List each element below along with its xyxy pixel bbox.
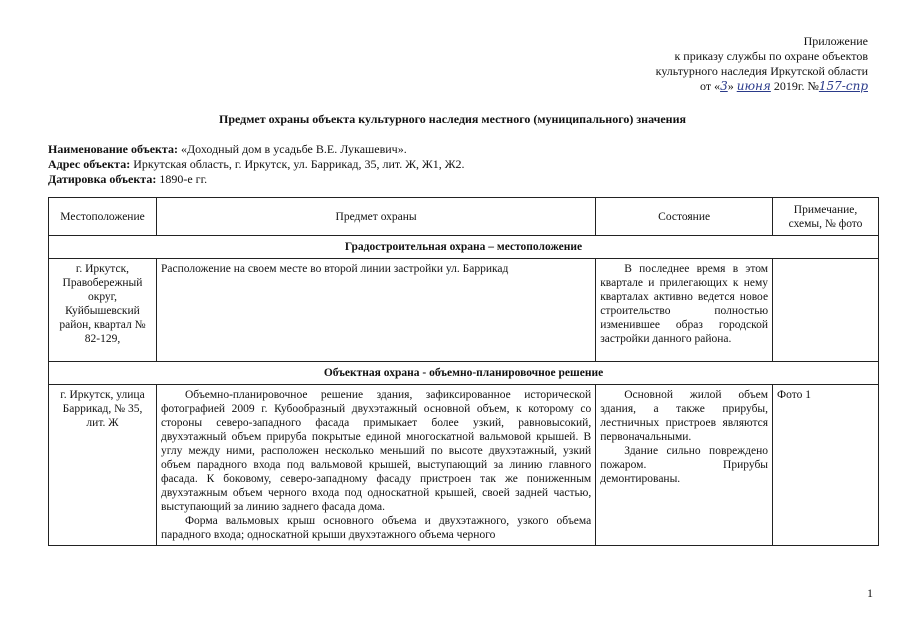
object-info (48, 142, 868, 187)
object-name-label: Наименование объекта: (48, 142, 178, 156)
object-address-value: Иркутская область, г. Иркутск, ул. Баррикад, 35, лит. Ж, Ж1, Ж2. (130, 157, 465, 171)
row2-state-p2: Здание сильно повреждено пожаром. Прирубы демонтированы. (600, 445, 769, 485)
appendix-line-1: Приложение (803, 34, 868, 48)
header-location: Местоположение (49, 198, 157, 236)
row2-location: г. Иркутск, улица Баррикад, № 35, лит. Ж (49, 385, 157, 546)
appendix-date-line (448, 79, 868, 94)
date-year: 2019г. № (773, 79, 819, 93)
protection-table (48, 197, 879, 546)
section-title-urban: Градостроительная охрана – местоположение (49, 236, 879, 259)
table-row (49, 385, 879, 546)
row1-state-text: В последнее время в этом квартале и прилегающих к нему кварталах активно ведется новое строительство полностью изменившее образ городской застройки данного района. (600, 263, 769, 345)
row2-subject-p2: Форма вальмовых крыш основного объема и двухэтажного, узкого объема парадного входа; односкатной крыши двухэтажного объема черного (160, 515, 592, 541)
document-title: Предмет охраны объекта культурного наследия местного (муниципального) значения (218, 112, 687, 126)
row1-state (596, 259, 773, 362)
object-name-line (48, 142, 868, 157)
object-address-line (48, 157, 868, 172)
object-date-line (48, 172, 868, 187)
row2-note: Фото 1 (773, 385, 879, 546)
handwritten-number: 157-спр (818, 79, 868, 93)
table-row (49, 259, 879, 362)
object-date-value: 1890-е гг. (156, 172, 208, 186)
row2-subject-p1: Объемно-планировочное решение здания, зафиксированное исторической фотографией 2009 г. Кубообразный двухэтажный основной объем, к которому со стороны северо-западного фасада примыкает более узкий, равновысокий, двухэтажный объем прируба покрытые единой многоскатной вальмовой крышей. В углу между ними, расположен несколько меньший по высоте двухэтажный, узкий объем парадного входа под вальмовой крышей, выступающий за линию главного фасада. К боковому, северо-западному фасаду пристроен так же пониженным двухэтажным объем черного входа под односкатной крышей, своей задней частью, выступающий за линию заднего фасада дома. (160, 389, 592, 513)
section-row (49, 362, 879, 385)
handwritten-month: июня (736, 79, 771, 93)
appendix-header (448, 34, 868, 94)
header-state: Состояние (596, 198, 773, 236)
row2-subject (156, 385, 595, 546)
header-note: Примечание, схемы, № фото (773, 198, 879, 236)
row2-state (596, 385, 773, 546)
row1-note (773, 259, 879, 362)
row2-state-p1: Основной жилой объем здания, а также прирубы, лестничных пристроев являются первоначальными. (600, 389, 769, 443)
handwritten-day: 3 (720, 79, 728, 93)
date-mid: » (727, 79, 734, 93)
page-number: 1 (867, 586, 873, 600)
row1-location: г. Иркутск, Правобережный округ, Куйбышевский район, квартал № 82-129, (49, 259, 157, 362)
section-title-object: Объектная охрана - объемно-планировочное решение (49, 362, 879, 385)
header-subject: Предмет охраны (156, 198, 595, 236)
row1-subject: Расположение на своем месте во второй линии застройки ул. Баррикад (156, 259, 595, 362)
object-date-label: Датировка объекта: (48, 172, 157, 186)
date-prefix: от « (699, 79, 721, 93)
appendix-line-3: культурного наследия Иркутской области (655, 64, 868, 78)
appendix-line-2: к приказу службы по охране объектов (674, 49, 868, 63)
table-header-row (49, 198, 879, 236)
section-row (49, 236, 879, 259)
object-name-value: «Доходный дом в усадьбе В.Е. Лукашевич». (177, 142, 407, 156)
object-address-label: Адрес объекта: (48, 157, 131, 171)
